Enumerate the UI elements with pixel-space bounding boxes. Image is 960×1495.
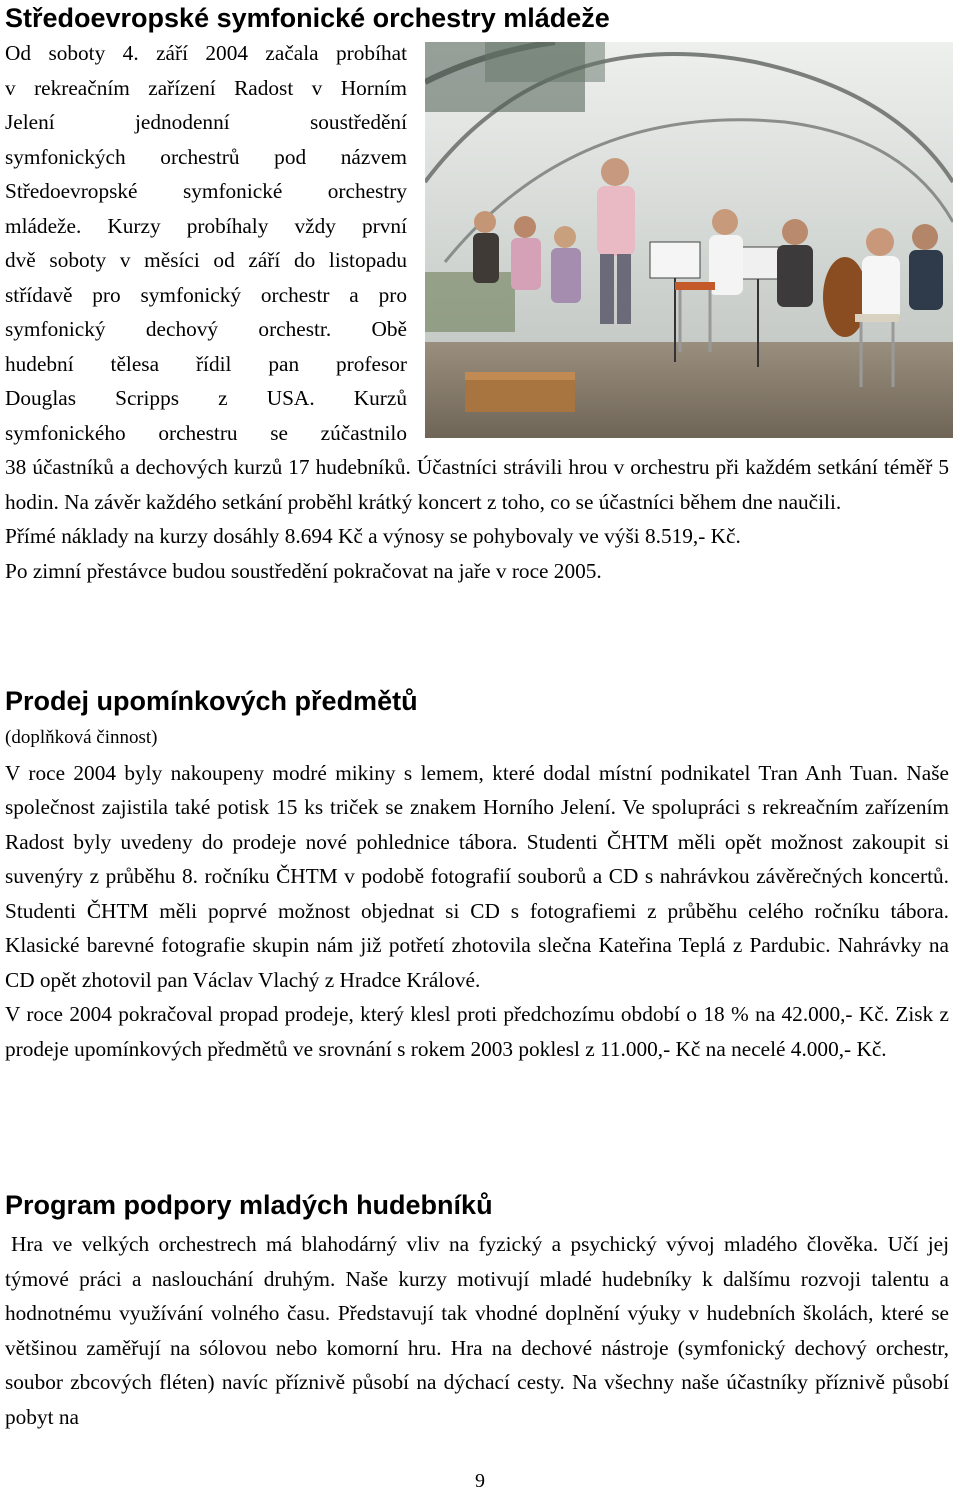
intro-wrapped-text <box>5 36 407 450</box>
intro-line: mládeže. Kurzy probíhaly vždy první <box>5 213 407 238</box>
section1-costs: Přímé náklady na kurzy dosáhly 8.694 Kč a výnosy se pohybovaly ve výši 8.519,- Kč. <box>5 524 741 548</box>
section1-body <box>5 450 949 588</box>
intro-line: Středoevropské symfonické orchestry <box>5 179 407 203</box>
intro-line: symfonický dechový orchestr. Obě <box>5 317 407 341</box>
intro-line: dvě soboty v měsíci od září do listopadu <box>5 248 407 272</box>
section2-paragraph-2: V roce 2004 pokračoval propad prodeje, který klesl proti předchozímu období o 18 % na 42.000,- Kč. Zisk z prodeje upomínkových předmětů ve srovnání s rokem 2003 poklesl z 11.000,- Kč na necelé 4.000,- Kč. <box>5 1002 949 1061</box>
intro-line: Jelení jednodenní soustředění <box>5 110 407 134</box>
section-title-souvenirs: Prodej upomínkových předmětů <box>5 686 418 716</box>
intro-line: střídavě pro symfonický orchestr a pro <box>5 282 407 307</box>
intro-line: Douglas Scripps z USA. Kurzů <box>5 386 407 410</box>
section1-outlook: Po zimní přestávce budou soustředění pokračovat na jaře v roce 2005. <box>5 558 602 583</box>
intro-line: hudební tělesa řídil pan profesor <box>5 351 407 376</box>
section1-continuation: 38 účastníků a dechových kurzů 17 hudebníků. Účastníci strávili hrou v orchestru při každém setkání téměř 5 hodin. Na závěr každého setkání proběhl krátký koncert z toho, co se účastníci během dne naučili. <box>5 455 949 514</box>
intro-line: symfonického orchestru se zúčastnilo <box>5 420 407 445</box>
orchestra-rehearsal-photo <box>425 42 953 438</box>
section3-body <box>5 1227 949 1434</box>
intro-line: Od soboty 4. září 2004 začala probíhat <box>5 41 407 65</box>
section-title-support-program: Program podpory mladých hudebníků <box>5 1190 493 1220</box>
section2-body <box>5 721 949 1066</box>
section-title-orchestras: Středoevropské symfonické orchestry mládeže <box>5 3 610 33</box>
section2-subtitle: (doplňková činnost) <box>5 727 158 748</box>
intro-line: v rekreačním zařízení Radost v Horním <box>5 75 407 100</box>
intro-line: symfonických orchestrů pod názvem <box>5 144 407 169</box>
section3-paragraph-1: Hra ve velkých orchestrech má blahodárný vliv na fyzický a psychický vývoj mladého člověka. Učí jej týmové práci a naslouchání druhým. Naše kurzy motivují mladé hudebníky k dalšímu rozvoji talentu a hodnotnému využívání volného času. Představují tak vhodné doplnění výuky v hudebních školách, které se většinou zaměřují na sólovou nebo komorní hru. Hra na dechové nástroje (symfonický dechový orchestr, soubor zbcových fléten) navíc příznivě působí na dýchací cesty. Na všechny naše účastníky příznivě působí pobyt na <box>5 1232 949 1429</box>
section2-paragraph-1: V roce 2004 byly nakoupeny modré mikiny s lemem, které dodal místní podnikatel Tran Anh Tuan. Naše společnost zajistila také potisk 15 ks triček se znakem Horního Jelení. Ve spolupráci s rekreačním zařízením Radost byly uvedeny do prodeje nové pohlednice tábora. Studenti ČHTM měli opět možnost zakoupit si suvenýry z průběhu 8. ročníku ČHTM v podobě fotografií souborů a CD s nahrávkou závěrečných koncertů. Studenti ČHTM měli poprvé možnost objednat si CD s fotografiemi z průběhu celého ročníku tábora. Klasické barevné fotografie skupin nám již potřetí zhotovila slečna Kateřina Teplá z Pardubic. Nahrávky na CD opět zhotovil pan Václav Vlachý z Hradce Králové. <box>5 760 949 992</box>
page-number: 9 <box>475 1470 485 1492</box>
